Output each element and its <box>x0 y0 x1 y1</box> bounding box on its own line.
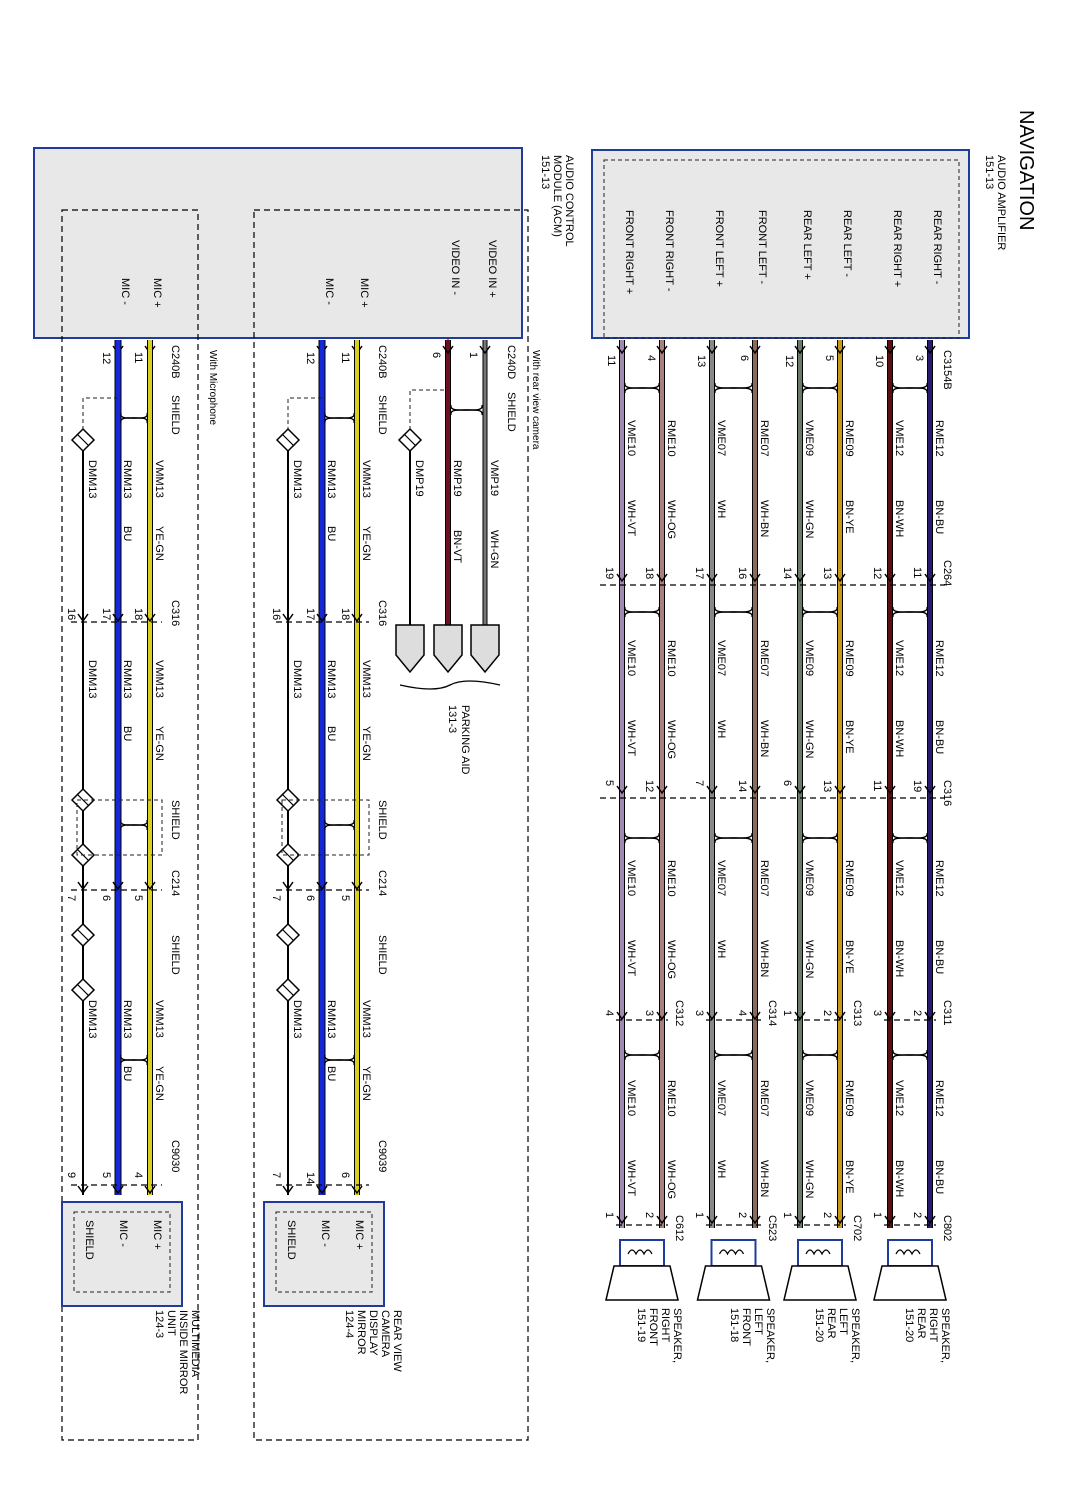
device-pin-label: SHIELD <box>285 1220 297 1260</box>
device-box <box>62 1202 182 1306</box>
video-circuit-color: WH-GN <box>488 530 500 569</box>
speaker-label: LEFT <box>837 1308 849 1335</box>
speaker-label: SPEAKER, <box>939 1308 951 1364</box>
amp-pin-number: 12 <box>783 355 795 368</box>
parking-aid-connector <box>434 625 462 672</box>
speaker-inline-pin: 3 <box>871 1010 883 1017</box>
twisted-pair <box>625 607 659 617</box>
circuit-id-label: RME09 <box>843 1080 855 1117</box>
circuit-color-label: BN-WH <box>893 1160 905 1198</box>
circuit-color-label: WH-BN <box>758 500 770 538</box>
speaker-coil <box>620 1240 664 1266</box>
device-pin-label: MIC - <box>319 1220 331 1247</box>
twisted-pair <box>715 833 752 843</box>
acm-name: AUDIO CONTROL <box>563 155 575 247</box>
circuit-id-label: VME07 <box>715 640 727 677</box>
speaker-label: FRONT <box>647 1308 659 1346</box>
mic-shield-label: SHIELD <box>376 800 388 840</box>
speaker-pin: 1 <box>781 1212 793 1219</box>
mic-c316-label: C316 <box>376 600 388 627</box>
mic-circuit-color: YE-GN <box>153 726 165 761</box>
speaker-pin: 2 <box>911 1212 923 1219</box>
mic-end-pin: 6 <box>339 1172 351 1179</box>
speaker-pin: 1 <box>603 1212 615 1219</box>
mic-circuit-id: DMM13 <box>86 1000 98 1039</box>
circuit-color-label: BN-BU <box>933 1160 945 1195</box>
speaker-connector: C523 <box>766 1215 778 1242</box>
circuit-color-label: BN-BU <box>933 500 945 535</box>
mic-circuit-id: RMM13 <box>121 460 133 499</box>
page-title: NAVIGATION <box>1015 110 1037 231</box>
mic-c316-pin: 16 <box>65 608 77 621</box>
circuit-id-label: VME09 <box>803 640 815 677</box>
speaker-inline-connector: C312 <box>673 1000 685 1027</box>
parking-aid-ref: 131-3 <box>446 705 458 734</box>
circuit-color-label: WH <box>715 720 727 739</box>
mic-circuit-id: VMM13 <box>360 1000 372 1038</box>
mic-circuit-color: BU <box>121 1066 133 1082</box>
amp-pin-number: 13 <box>695 355 707 368</box>
c264-pin: 17 <box>693 567 705 580</box>
mic-end-connector: C9039 <box>376 1140 388 1173</box>
twisted-pair <box>121 1055 147 1065</box>
circuit-color-label: WH <box>715 940 727 959</box>
circuit-color-label: BN-WH <box>893 500 905 538</box>
speaker-pin: 2 <box>821 1212 833 1219</box>
circuit-id-label: RME10 <box>665 420 677 457</box>
circuit-id-label: VME10 <box>625 860 637 897</box>
circuit-id-label: VME12 <box>893 860 905 897</box>
video-circuit-id: DMP19 <box>413 460 425 497</box>
mic-end-pin: 9 <box>65 1172 77 1179</box>
circuit-color-label: WH-GN <box>803 940 815 979</box>
circuit-id-label: RME09 <box>843 860 855 897</box>
parking-aid-brace <box>400 681 500 689</box>
circuit-id-label: VME10 <box>625 640 637 677</box>
mic-end-pin: 14 <box>304 1172 316 1185</box>
mic-end-pin: 5 <box>100 1172 112 1179</box>
mic-c214-pin: 5 <box>339 895 351 902</box>
speaker-label: 151-20 <box>903 1308 915 1343</box>
parking-aid-connector <box>471 625 499 672</box>
mic-circuit-color: BU <box>121 526 133 542</box>
speaker-inline-connector: C314 <box>766 1000 778 1027</box>
amplifier-name: AUDIO AMPLIFIER <box>995 155 1007 251</box>
circuit-id-label: VME10 <box>625 420 637 457</box>
twisted-pair <box>715 1050 752 1060</box>
acm-box <box>34 148 522 338</box>
circuit-id-label: RME07 <box>758 640 770 677</box>
twisted-pair <box>893 607 927 617</box>
parking-aid-label: PARKING AID <box>459 705 471 775</box>
circuit-id-label: VME12 <box>893 420 905 457</box>
mic-c316-label: C316 <box>169 600 181 627</box>
circuit-id-label: VME09 <box>803 1080 815 1117</box>
twisted-pair <box>325 820 354 830</box>
mic-circuit-color: BU <box>325 726 337 742</box>
amplifier-box <box>592 150 969 338</box>
c264-label: C264 <box>941 560 953 587</box>
circuit-color-label: WH-OG <box>665 940 677 980</box>
device-pin-label: MIC + <box>353 1220 365 1250</box>
amp-connector-label: C3154B <box>941 350 953 390</box>
circuit-id-label: RME12 <box>933 420 945 457</box>
acm-mic-pin: MIC - <box>119 278 131 305</box>
mic-circuit-id: DMM13 <box>86 660 98 699</box>
speaker-cone <box>606 1266 678 1300</box>
c264-pin: 11 <box>911 567 923 579</box>
acm-mic-pin: MIC + <box>358 278 370 308</box>
circuit-color-label: WH-VT <box>625 500 637 537</box>
mic-circuit-id: VMM13 <box>153 1000 165 1038</box>
mic-circuit-id: RMM13 <box>121 660 133 699</box>
twisted-pair <box>121 413 147 423</box>
mic-c214-label: C214 <box>376 870 388 897</box>
amp-pin-number: 6 <box>738 355 750 362</box>
circuit-color-label: WH-OG <box>665 720 677 760</box>
circuit-color-label: BN-WH <box>893 940 905 978</box>
twisted-pair <box>715 383 752 393</box>
speaker-label: 151-19 <box>635 1308 647 1343</box>
circuit-color-label: WH-BN <box>758 720 770 758</box>
circuit-id-label: VME12 <box>893 640 905 677</box>
circuit-color-label: BN-YE <box>843 940 855 974</box>
speaker-inline-pin: 3 <box>643 1010 655 1017</box>
mic-drain <box>288 398 322 430</box>
mic-circuit-color: BU <box>325 1066 337 1082</box>
circuit-id-label: VME12 <box>893 1080 905 1117</box>
acm-mic-pin: MIC - <box>323 278 335 305</box>
device-label: MULTIMEDIA <box>189 1310 201 1378</box>
amp-pin-number: 11 <box>605 355 617 367</box>
device-label: DISPLAY <box>367 1310 379 1356</box>
amp-pin-label: FRONT RIGHT - <box>663 210 675 292</box>
device-pin-label: MIC + <box>151 1220 163 1250</box>
c316-amp-pin: 5 <box>603 780 615 787</box>
mic-c214-pin: 6 <box>100 895 112 902</box>
c264-pin: 16 <box>736 567 748 580</box>
circuit-color-label: BN-BU <box>933 940 945 975</box>
device-pin-label: SHIELD <box>83 1220 95 1260</box>
video-circuit-id: RMP19 <box>451 460 463 497</box>
speaker-label: RIGHT <box>927 1308 939 1343</box>
twisted-pair <box>325 1055 354 1065</box>
c316-amp-label: C316 <box>941 780 953 807</box>
video-pin: 1 <box>467 352 479 359</box>
speaker-coil <box>888 1240 932 1266</box>
mic-pin: 11 <box>339 352 351 364</box>
circuit-id-label: RME07 <box>758 1080 770 1117</box>
mic-circuit-color: YE-GN <box>153 1066 165 1101</box>
acm-name: 151-13 <box>539 155 551 190</box>
twisted-pair <box>803 833 837 843</box>
mic-c316-pin: 16 <box>270 608 282 621</box>
circuit-color-label: BN-WH <box>893 720 905 758</box>
mic-circuit-id: DMM13 <box>291 460 303 499</box>
amp-pin-number: 3 <box>913 355 925 362</box>
c316-amp-pin: 12 <box>643 780 655 793</box>
speaker-pin: 1 <box>693 1212 705 1219</box>
circuit-id-label: RME10 <box>665 1080 677 1117</box>
speaker-cone <box>698 1266 770 1300</box>
c264-pin: 12 <box>871 567 883 580</box>
circuit-id-label: RME10 <box>665 860 677 897</box>
mic-circuit-color: BU <box>325 526 337 542</box>
twisted-pair <box>803 1050 837 1060</box>
video-connector: C240D <box>505 345 517 380</box>
circuit-id-label: RME09 <box>843 640 855 677</box>
device-label: CAMERA <box>379 1310 391 1358</box>
amp-pin-label: FRONT LEFT + <box>713 210 725 287</box>
device-label: MIRROR <box>355 1310 367 1355</box>
mic-end-connector: C9030 <box>169 1140 181 1173</box>
video-pin: 6 <box>430 352 442 359</box>
c264-pin: 19 <box>603 567 615 580</box>
circuit-id-label: RME09 <box>843 420 855 457</box>
circuit-color-label: WH-GN <box>803 1160 815 1199</box>
speaker-label: 151-18 <box>728 1308 740 1343</box>
circuit-id-label: VME07 <box>715 860 727 897</box>
circuit-color-label: BN-YE <box>843 720 855 754</box>
speaker-label: RIGHT <box>659 1308 671 1343</box>
acm-name: MODULE (ACM) <box>551 155 563 237</box>
circuit-id-label: VME10 <box>625 1080 637 1117</box>
circuit-color-label: WH-GN <box>803 500 815 539</box>
mic-shield-label: SHIELD <box>169 935 181 975</box>
twisted-pair <box>893 833 927 843</box>
mic-circuit-id: DMM13 <box>291 1000 303 1039</box>
device-label: UNIT <box>165 1310 177 1336</box>
mic-shield-label: SHIELD <box>376 935 388 975</box>
mic-circuit-id: RMM13 <box>325 1000 337 1039</box>
circuit-color-label: WH-VT <box>625 1160 637 1197</box>
circuit-id-label: VME09 <box>803 420 815 457</box>
speaker-coil <box>798 1240 842 1266</box>
c316-amp-pin: 14 <box>736 780 748 793</box>
twisted-pair <box>325 413 354 423</box>
mic-option-note: With Microphone <box>207 350 218 426</box>
mic-connector: C240B <box>376 345 388 379</box>
mic-c316-pin: 17 <box>304 608 316 621</box>
circuit-id-label: RME10 <box>665 640 677 677</box>
mic-pin: 11 <box>132 352 144 364</box>
mic-c214-label: C214 <box>169 870 181 897</box>
c316-amp-pin: 19 <box>911 780 923 793</box>
speaker-inline-pin: 4 <box>603 1010 615 1017</box>
circuit-color-label: WH-GN <box>803 720 815 759</box>
mic-end-pin: 7 <box>270 1172 282 1179</box>
speaker-label: FRONT <box>740 1308 752 1346</box>
circuit-id-label: VME07 <box>715 420 727 457</box>
mic-circuit-color: BU <box>121 726 133 742</box>
mic-c214-pin: 5 <box>132 895 144 902</box>
speaker-label: SPEAKER, <box>671 1308 683 1364</box>
twisted-pair <box>121 820 147 830</box>
acm-mic-pin: MIC + <box>151 278 163 308</box>
amp-pin-label: REAR RIGHT - <box>931 210 943 285</box>
amp-pin-label: REAR RIGHT + <box>891 210 903 288</box>
speaker-label: SPEAKER, <box>849 1308 861 1364</box>
amp-pin-number: 5 <box>823 355 835 362</box>
acm-video-pin: VIDEO IN + <box>486 240 498 298</box>
parking-aid-connector <box>396 625 424 672</box>
speaker-connector: C802 <box>941 1215 953 1242</box>
speaker-connector: C702 <box>851 1215 863 1242</box>
video-option-note: With rear view camera <box>530 350 541 450</box>
speaker-inline-pin: 1 <box>781 1010 793 1017</box>
circuit-id-label: RME12 <box>933 860 945 897</box>
device-label: 124-3 <box>153 1310 165 1339</box>
speaker-pin: 2 <box>736 1212 748 1219</box>
c316-amp-pin: 13 <box>821 780 833 793</box>
amp-pin-label: REAR LEFT + <box>801 210 813 280</box>
circuit-id-label: RME12 <box>933 1080 945 1117</box>
mic-circuit-id: RMM13 <box>325 660 337 699</box>
device-label: 124-4 <box>343 1310 355 1339</box>
circuit-color-label: WH-OG <box>665 500 677 540</box>
twisted-pair <box>715 607 752 617</box>
mic-c316-pin: 18 <box>132 608 144 621</box>
speaker-label: REAR <box>825 1308 837 1339</box>
speaker-connector: C612 <box>673 1215 685 1242</box>
mic-shield-label: SHIELD <box>169 395 181 435</box>
circuit-color-label: WH-BN <box>758 1160 770 1198</box>
circuit-id-label: RME07 <box>758 860 770 897</box>
mic-circuit-id: VMM13 <box>360 660 372 698</box>
amplifier-ref: 151-13 <box>983 155 995 190</box>
circuit-id-label: VME07 <box>715 1080 727 1117</box>
c316-amp-pin: 11 <box>871 780 883 792</box>
mic-circuit-id: VMM13 <box>153 460 165 498</box>
c264-pin: 14 <box>781 567 793 580</box>
speaker-label: LEFT <box>752 1308 764 1335</box>
c264-pin: 18 <box>643 567 655 580</box>
device-label: REAR VIEW <box>391 1310 403 1372</box>
acm-video-pin: VIDEO IN - <box>449 240 461 296</box>
mic-circuit-id: VMM13 <box>360 460 372 498</box>
mic-connector: C240B <box>169 345 181 379</box>
mic-circuit-color: YE-GN <box>153 526 165 561</box>
mic-c214-pin: 7 <box>270 895 282 902</box>
mic-circuit-id: VMM13 <box>153 660 165 698</box>
amp-pin-number: 4 <box>645 355 657 362</box>
speaker-label: REAR <box>915 1308 927 1339</box>
mic-drain <box>83 398 118 430</box>
speaker-cone <box>874 1266 946 1300</box>
mic-circuit-id: RMM13 <box>121 1000 133 1039</box>
speaker-inline-pin: 3 <box>693 1010 705 1017</box>
c264-pin: 13 <box>821 567 833 580</box>
circuit-color-label: WH <box>715 500 727 519</box>
circuit-color-label: BN-YE <box>843 500 855 534</box>
mic-c214-pin: 7 <box>65 895 77 902</box>
twisted-pair <box>893 383 927 393</box>
mic-circuit-color: YE-GN <box>360 726 372 761</box>
circuit-color-label: WH-OG <box>665 1160 677 1200</box>
twisted-pair <box>893 1050 927 1060</box>
speaker-label: 151-20 <box>813 1308 825 1343</box>
mic-pin: 12 <box>100 352 112 365</box>
circuit-color-label: WH-VT <box>625 940 637 977</box>
twisted-pair <box>625 383 659 393</box>
circuit-id-label: RME12 <box>933 640 945 677</box>
circuit-color-label: BN-YE <box>843 1160 855 1194</box>
mic-c316-pin: 18 <box>339 608 351 621</box>
c316-amp-pin: 6 <box>781 780 793 787</box>
speaker-pin: 1 <box>871 1212 883 1219</box>
mic-end-pin: 4 <box>132 1172 144 1179</box>
video-shield-label: SHIELD <box>505 392 517 432</box>
speaker-label: SPEAKER, <box>764 1308 776 1364</box>
speaker-inline-pin: 4 <box>736 1010 748 1017</box>
amp-pin-label: REAR LEFT - <box>841 210 853 278</box>
twisted-pair <box>803 383 837 393</box>
speaker-pin: 2 <box>643 1212 655 1219</box>
speaker-coil <box>712 1240 756 1266</box>
device-label: INSIDE MIRROR <box>177 1310 189 1395</box>
circuit-id-label: RME07 <box>758 420 770 457</box>
mic-pin: 12 <box>304 352 316 365</box>
circuit-color-label: BN-BU <box>933 720 945 755</box>
speaker-inline-connector: C313 <box>851 1000 863 1027</box>
amp-pin-label: FRONT LEFT - <box>756 210 768 285</box>
mic-c214-pin: 6 <box>304 895 316 902</box>
mic-circuit-color: YE-GN <box>360 1066 372 1101</box>
video-circuit-id: VMP19 <box>488 460 500 497</box>
twisted-pair <box>625 1050 659 1060</box>
circuit-id-label: VME09 <box>803 860 815 897</box>
speaker-cone <box>784 1266 856 1300</box>
mic-circuit-id: DMM13 <box>86 460 98 499</box>
c316-amp-pin: 7 <box>693 780 705 787</box>
twisted-pair <box>451 405 482 415</box>
twisted-pair <box>625 833 659 843</box>
speaker-inline-connector: C311 <box>941 1000 953 1026</box>
speaker-inline-pin: 2 <box>911 1010 923 1017</box>
amp-pin-number: 10 <box>873 355 885 368</box>
video-circuit-color: BN-VT <box>451 530 463 563</box>
mic-circuit-color: YE-GN <box>360 526 372 561</box>
mic-circuit-id: DMM13 <box>291 660 303 699</box>
device-box <box>264 1202 384 1306</box>
mic-circuit-id: RMM13 <box>325 460 337 499</box>
speaker-inline-pin: 2 <box>821 1010 833 1017</box>
mic-shield-label: SHIELD <box>169 800 181 840</box>
twisted-pair <box>803 607 837 617</box>
circuit-color-label: WH-BN <box>758 940 770 978</box>
amp-pin-label: FRONT RIGHT + <box>623 210 635 295</box>
circuit-color-label: WH <box>715 1160 727 1179</box>
device-pin-label: MIC - <box>117 1220 129 1247</box>
circuit-color-label: WH-VT <box>625 720 637 757</box>
mic-shield-label: SHIELD <box>376 395 388 435</box>
mic-c316-pin: 17 <box>100 608 112 621</box>
